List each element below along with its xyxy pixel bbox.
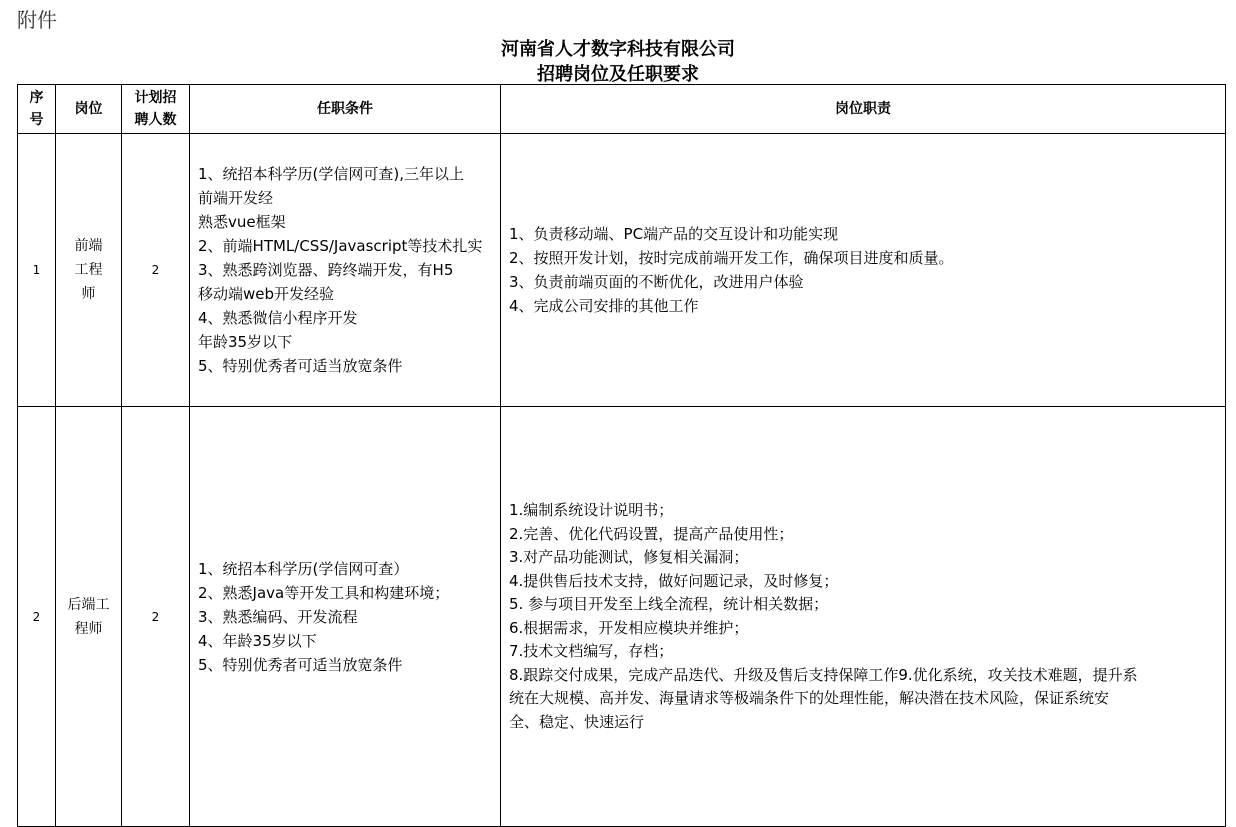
- list-item: 4、熟悉微信小程序开发: [198, 309, 358, 327]
- list-item: 2、前端HTML/CSS/Javascript等技术扎实: [198, 237, 483, 255]
- row-seq: 1: [18, 134, 56, 407]
- row-count: 2: [122, 407, 190, 827]
- list-item: 1.编制系统设计说明书；: [509, 501, 674, 519]
- header-post: 岗位: [56, 85, 122, 134]
- list-item: 3、负责前端页面的不断优化，改进用户体验: [509, 273, 804, 291]
- header-plan-count: 计划招 聘人数: [122, 85, 190, 134]
- list-item: 1、统招本科学历(学信网可查）: [198, 559, 409, 578]
- list-item: 2、熟悉Java等开发工具和构建环境；: [198, 583, 450, 602]
- list-item: 2、按照开发计划，按时完成前端开发工作，确保项目进度和质量。: [509, 249, 954, 267]
- list-item: 8.跟踪交付成果，完成产品迭代、升级及售后支持保障工作9.优化系统，攻关技术难题，提升系: [509, 665, 1138, 684]
- row-duties: [501, 407, 1226, 827]
- header-seq: 序 号: [18, 85, 56, 134]
- list-item: 4、完成公司安排的其他工作: [509, 297, 699, 315]
- list-item: 7.技术文档编写，存档；: [509, 642, 674, 660]
- table-header-row: [18, 85, 1226, 134]
- list-item: 年龄35岁以下: [198, 333, 293, 351]
- list-item: 统在大规模、高并发、海量请求等极端条件下的处理性能，解决潜在技术风险，保证系统安: [509, 689, 1110, 707]
- list-item: 3.对产品功能测试，修复相关漏洞；: [509, 548, 749, 566]
- list-item: 1、统招本科学历(学信网可查),三年以上: [198, 165, 465, 183]
- row-seq: 2: [18, 407, 56, 827]
- row-duties: [501, 134, 1226, 407]
- row-requirements: [190, 134, 501, 407]
- list-item: 熟悉vue框架: [198, 213, 286, 231]
- row-post: 前端 工程 师: [56, 134, 122, 407]
- table-row: [18, 134, 1226, 407]
- list-item: 5、特别优秀者可适当放宽条件: [198, 655, 403, 674]
- recruitment-table: [17, 84, 1226, 827]
- list-item: 全、稳定、快速运行: [509, 712, 645, 731]
- row-count: 2: [122, 134, 190, 407]
- row-requirements: [190, 407, 501, 827]
- list-item: 5、特别优秀者可适当放宽条件: [198, 357, 403, 375]
- list-item: 2.完善、优化代码设置，提高产品使用性；: [509, 524, 794, 543]
- header-duties: 岗位职责: [501, 85, 1226, 134]
- header-requirements: 任职条件: [190, 85, 501, 134]
- list-item: 5. 参与项目开发至上线全流程，统计相关数据；: [509, 595, 829, 613]
- list-item: 3、熟悉编码、开发流程: [198, 607, 358, 626]
- list-item: 1、负责移动端、PC端产品的交互设计和功能实现: [509, 225, 839, 243]
- list-item: 4.提供售后技术支持，做好问题记录，及时修复；: [509, 571, 839, 590]
- document-subtitle: 招聘岗位及任职要求: [537, 64, 699, 85]
- list-item: 移动端web开发经验: [198, 285, 335, 303]
- list-item: 6.根据需求，开发相应模块并维护；: [509, 618, 749, 637]
- table-row: [18, 407, 1226, 827]
- attachment-label: 附件: [17, 8, 57, 32]
- company-title: 河南省人才数字科技有限公司: [501, 39, 735, 60]
- list-item: 4、年龄35岁以下: [198, 631, 317, 650]
- list-item: 3、熟悉跨浏览器、跨终端开发，有H5: [198, 261, 454, 279]
- list-item: 前端开发经: [198, 189, 274, 207]
- row-post: 后端工 程师: [56, 407, 122, 827]
